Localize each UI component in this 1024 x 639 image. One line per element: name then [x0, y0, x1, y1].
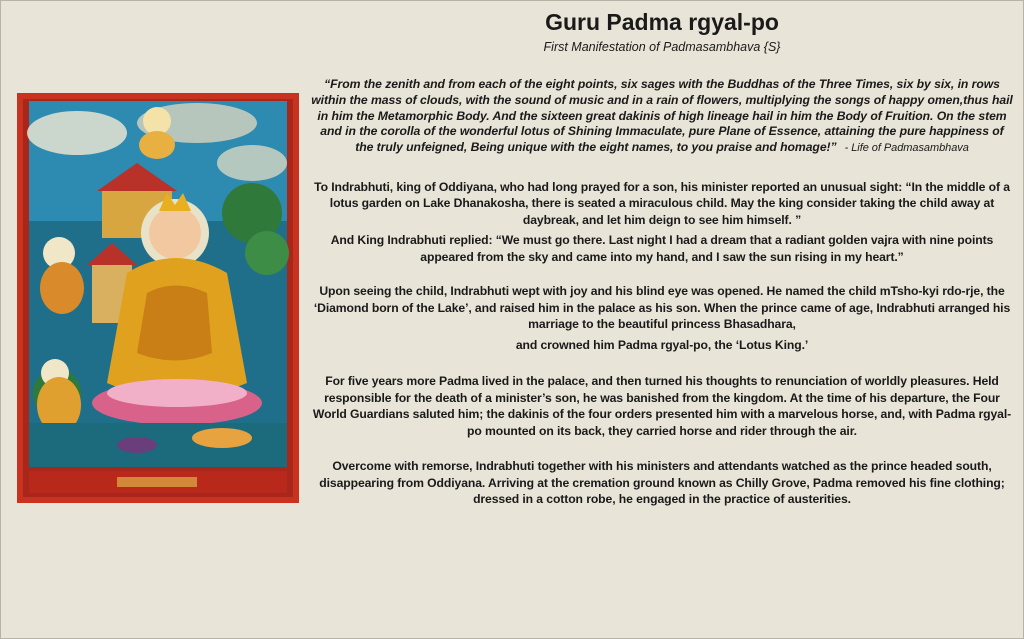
quote-source: - Life of Padmasambhava: [844, 142, 969, 155]
paragraph-crowned: and crowned him Padma rgyal-po, the ‘Lotus King.’: [515, 337, 809, 352]
page-title: Guru Padma rgyal-po: [545, 9, 779, 35]
quote-text: “From the zenith and from each of the eight points, six sages with the Buddhas of the Three Times, six by six, in rows within the mass of clouds, with the sound of music and in a rain of flowers, multiplying the songs of happy omen,thus hail in him the Metamorphic Body. And the sixteen great dakinis of high lineage hail in him the Body of Fruition. On the stem and in the corolla of the wonderful lotus of Shining Immaculate, pure Plane of Essence, attaining the pure happiness of the truly unfeigned, Being unique with the eight names, to you praise and homage!”: [311, 77, 1013, 155]
paragraph-austerities: Overcome with remorse, Indrabhuti together with his ministers and attendants watched as the prince headed south, disappearing from Oddiyana. Arriving at the cremation ground known as Chilly Grove, Padma removed his fine clothing; dressed in a cotton robe, he engaged in the practice of austerities.: [319, 459, 1005, 507]
paragraph-banishment: For five years more Padma lived in the palace, and then turned his thoughts to renunciation of worldly pleasures. Held responsible for the death of a minister’s son, he was banished from the kingdom. At the time of his departure, the Four World Guardians saluted him; the dakinis of the four orders presented him with a marvelous horse, and, with Padma rgyal-po mounted on its back, they carried horse and rider through the air.: [312, 374, 1012, 438]
page-subtitle: First Manifestation of Padmasambhava {S}: [543, 40, 781, 54]
opening-quote: [311, 77, 1013, 157]
paragraph-child-named: Upon seeing the child, Indrabhuti wept with joy and his blind eye was opened. He named the child mTsho-kyi rdo-rje, the ‘Diamond born of the Lake’, and raised him in the palace as his son. When the prince came of age, Indrabhuti arranged his marriage to the beautiful princess Bhasadhara,: [313, 284, 1011, 332]
paragraph-king-reply: And King Indrabhuti replied: “We must go there. Last night I had a dream that a radiant golden vajra with nine points appeared from the sky and came into my hand, and I saw the sun rising in my heart.”: [330, 233, 994, 264]
thangka-painting-image: [17, 93, 299, 503]
text-column: [311, 7, 1013, 508]
paragraph-minister-report: To Indrabhuti, king of Oddiyana, who had long prayed for a son, his minister reported an unusual sight: “In the middle of a lotus garden on Lake Dhanakosha, there is seated a miraculous child. May the king consider taking the child away at daybreak, and let him deign to see him himself. ”: [314, 179, 1010, 227]
